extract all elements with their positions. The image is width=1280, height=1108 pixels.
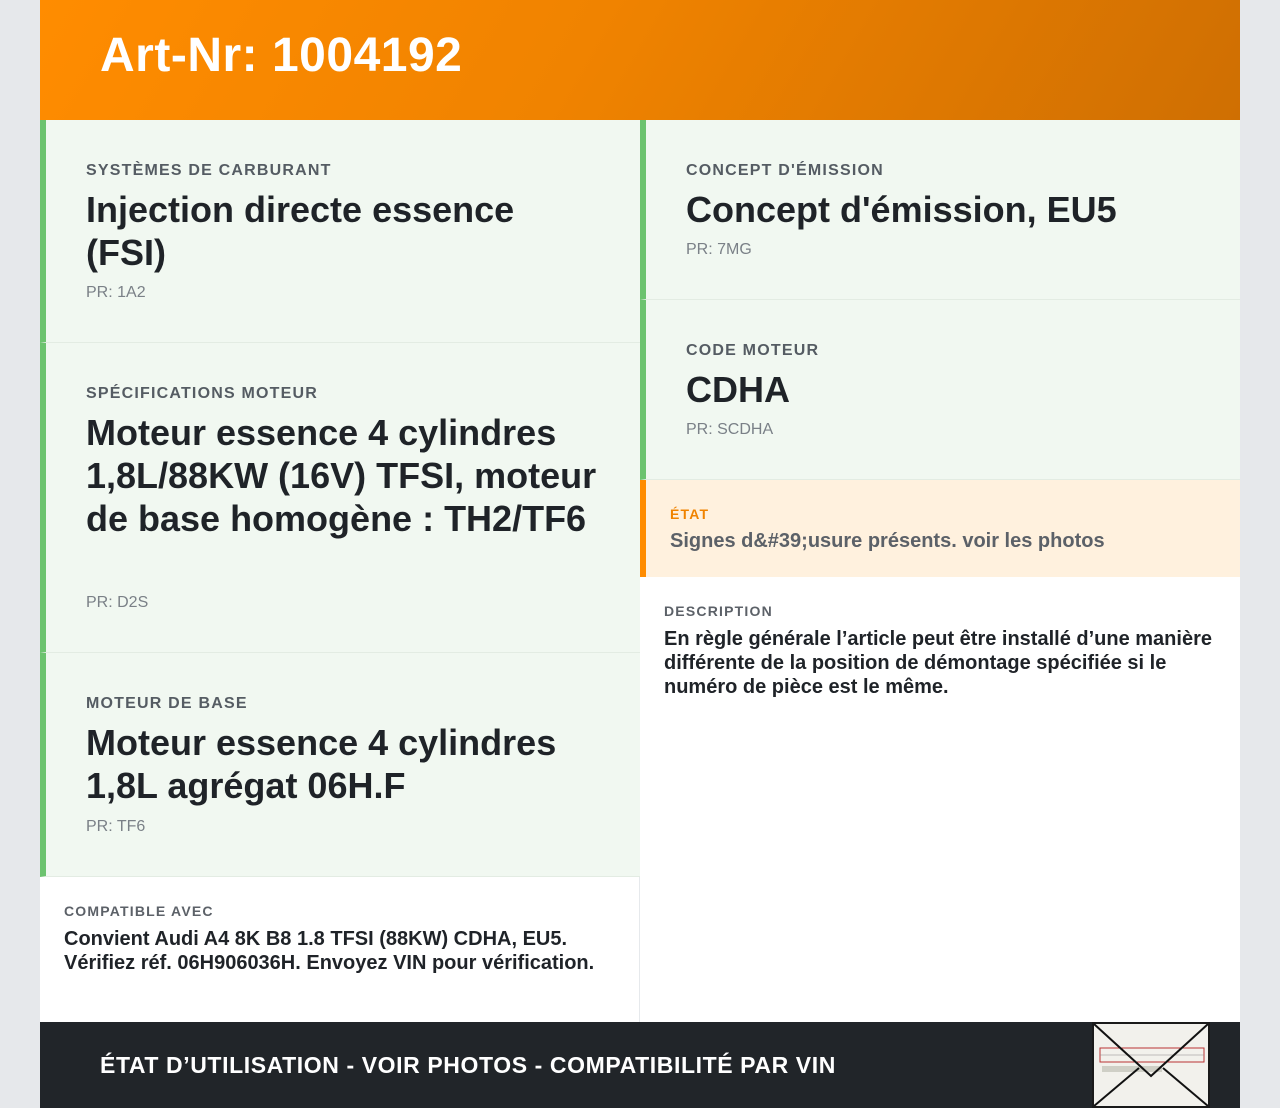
condition-box <box>640 480 1240 577</box>
spec-pr-code: PR: D2S <box>86 594 149 611</box>
description-label: DESCRIPTION <box>664 603 773 619</box>
condition-label: ÉTAT <box>670 506 710 522</box>
spec-pr-code: PR: 1A2 <box>86 284 146 301</box>
compatible-text: Convient Audi A4 8K B8 1.8 TFSI (88KW) CDHA, EU5. Vérifiez réf. 06H906036H. Envoyez VIN pour vérification. <box>64 928 595 974</box>
footer-banner <box>40 1022 1240 1108</box>
spec-label: MOTEUR DE BASE <box>86 695 248 712</box>
article-header <box>40 0 1240 120</box>
spec-value: Moteur essence 4 cylindres 1,8L agrégat 06H.F <box>86 722 557 806</box>
spec-value: Injection directe essence (FSI) <box>86 189 515 273</box>
spec-label: SYSTÈMES DE CARBURANT <box>86 162 332 179</box>
compatible-label: COMPATIBLE AVEC <box>64 903 214 919</box>
spec-value: Moteur essence 4 cylindres 1,8L/88KW (16V) TFSI, moteur de base homogène : TH2/TF6 <box>86 412 597 539</box>
condition-value: Signes d&#39;usure présents. voir les photos <box>670 530 1105 552</box>
footer-text: ÉTAT D’UTILISATION - VOIR PHOTOS - COMPATIBILITÉ PAR VIN <box>100 1052 836 1078</box>
spec-pr-code: PR: SCDHA <box>686 421 774 438</box>
envelope-icon <box>1094 1024 1208 1106</box>
spec-label: SPÉCIFICATIONS MOTEUR <box>86 385 319 402</box>
spec-engine-code <box>640 300 1240 480</box>
spec-pr-code: PR: TF6 <box>86 818 146 835</box>
spec-fuel-system <box>40 120 640 343</box>
article-number-title: Art-Nr: 1004192 <box>100 29 463 82</box>
spec-value: Concept d'émission, EU5 <box>686 189 1117 230</box>
product-card <box>40 0 1240 1108</box>
spec-pr-code: PR: 7MG <box>686 241 752 258</box>
right-column <box>640 120 1240 1022</box>
spec-label: CONCEPT D'ÉMISSION <box>686 162 884 179</box>
spec-base-engine <box>40 653 640 877</box>
spec-value: CDHA <box>686 369 790 410</box>
spec-engine-specifications <box>40 343 640 653</box>
spec-label: CODE MOTEUR <box>686 342 820 359</box>
envelope-label-photo-icon[interactable] <box>1092 1022 1210 1108</box>
description-text: En règle générale l’article peut être installé d’une manière différente de la position de démontage spécifiée si le numéro de pièce est le même. <box>664 628 1212 698</box>
left-column <box>40 120 640 1022</box>
spec-emission-concept <box>640 120 1240 300</box>
